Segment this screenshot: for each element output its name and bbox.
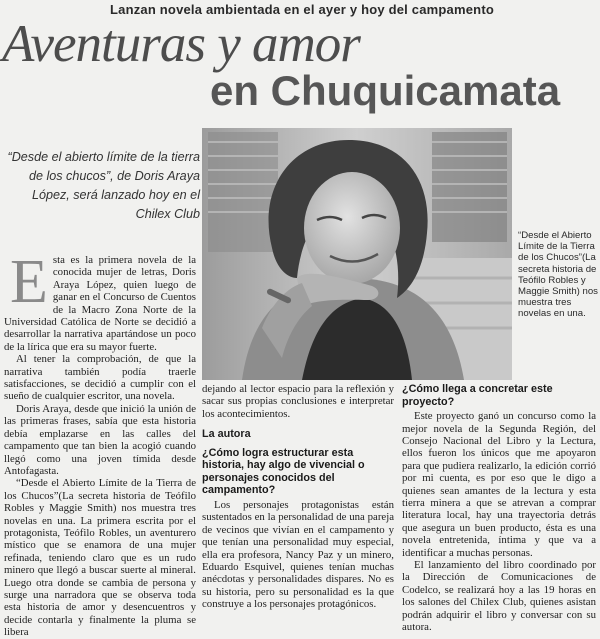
paragraph-text: sta es la primera novela de la conocida mujer de letras, Doris Araya López, quien luego de ganar en el Concurso de Cuentos de la Macro Zona Norte de la Universidad Católica de Norte se decidió a desarrollar la narrativa apartándose un poco de la lírica que era su mayor fuerte.	[4, 254, 196, 353]
headline-line-1: Aventuras y amor	[2, 15, 360, 73]
interview-question: ¿Cómo logra estructurar esta historia, hay algo de vivencial o personajes conocidos del campamento?	[202, 446, 365, 497]
article-column-3	[402, 383, 596, 634]
paragraph	[4, 248, 196, 353]
paragraph: Los personajes protagonistas están sustentados en la personalidad de una pareja de vecinos que vivían en el campamento y que tenían una personalidad muy especial, ella era profesora, Nancy Paz y un minero, Eduardo Esquivel, quienes tenían muchas anécdotas y personalidades dispares. No es su historia, pero su personalidad es la que construye a los personajes protagónicos.	[202, 499, 394, 611]
deck-subheadline	[4, 148, 200, 224]
paragraph: “Desde el Abierto Límite de la Tierra de los Chucos”(La secreta historia de Teófilo Robles y Maggie Smith) nos muestra tres novelas en una. La primera escrita por el protagonista, Teófilo Robles, un aventurero místico que se enamora de una mujer refinada, teniendo claro que es un rudo minero que llegó a buscar suerte al mineral. Luego otra donde se cambia de persona y surge una narradora que se observa toda esta historia de amor y desencuentros y decide contarla y finalmente la pluma se libera	[4, 477, 196, 639]
author-portrait-image	[202, 128, 512, 380]
article-column-1	[4, 248, 196, 639]
paragraph: Este proyecto ganó un concurso como la mejor novela de la Segunda Región, del Consejo Nacional del Libro y la Lectura, ellos fueron los únicos que me apoyaron para que pudiera realizarlo, la edición corrió por mi cuenta, es por eso que le digo a quienes sean amantes de la lectura y esta tierra minera a que se atrevan a comprar literatura local, hay una trayectoria detrás que asegura un buen producto, ésta es una novela entretenida, íntima y que va a identificar a muchas personas.	[402, 410, 596, 559]
section-label: La autora	[202, 428, 251, 441]
paragraph: Doris Araya, desde que inició la unión de las primeras frases, sabía que esta historia debía emplazarse en las calles del campamento que tan bien la acogió cuando llegó como una joven tímida desde Antofagasta.	[4, 402, 196, 477]
kicker-headline: Lanzan novela ambientada en el ayer y hoy del campamento	[110, 2, 494, 17]
photo-caption: “Desde el Abierto Límite de la Tierra de los Chucos”(La secreta historia de Teófilo Robles y Maggie Smith) nos muestra tres novelas en una.	[518, 230, 598, 320]
author-photo	[202, 128, 512, 380]
drop-cap: E	[10, 248, 48, 316]
deck-quote: “Desde el abierto límite de la tierra de los chucos”, de	[7, 150, 200, 183]
headline-line-2: en Chuquicamata	[210, 67, 561, 114]
paragraph: El lanzamiento del libro coordinado por la Dirección de Comunicaciones de Codelco, se realizará hoy a las 19 horas en los salones del Chilex Club, quienes asistan podrán adquirir el libro y conversar con su autora.	[402, 559, 596, 634]
deck-rest: Doris Araya López, será lanzado hoy en el Chilex Club	[31, 169, 200, 221]
interview-question: ¿Cómo llega a concretar este proyecto?	[402, 383, 553, 408]
article-column-2	[202, 383, 394, 611]
paragraph: Al tener la comprobación, de que la narrativa también podía traerle satisfacciones, se decidió a cumplir con el sueño de cualquier escritor, una novela.	[4, 353, 196, 403]
paragraph: dejando al lector espacio para la reflexión y sacar sus propias conclusiones e interpretar los acontecimientos.	[202, 383, 394, 420]
